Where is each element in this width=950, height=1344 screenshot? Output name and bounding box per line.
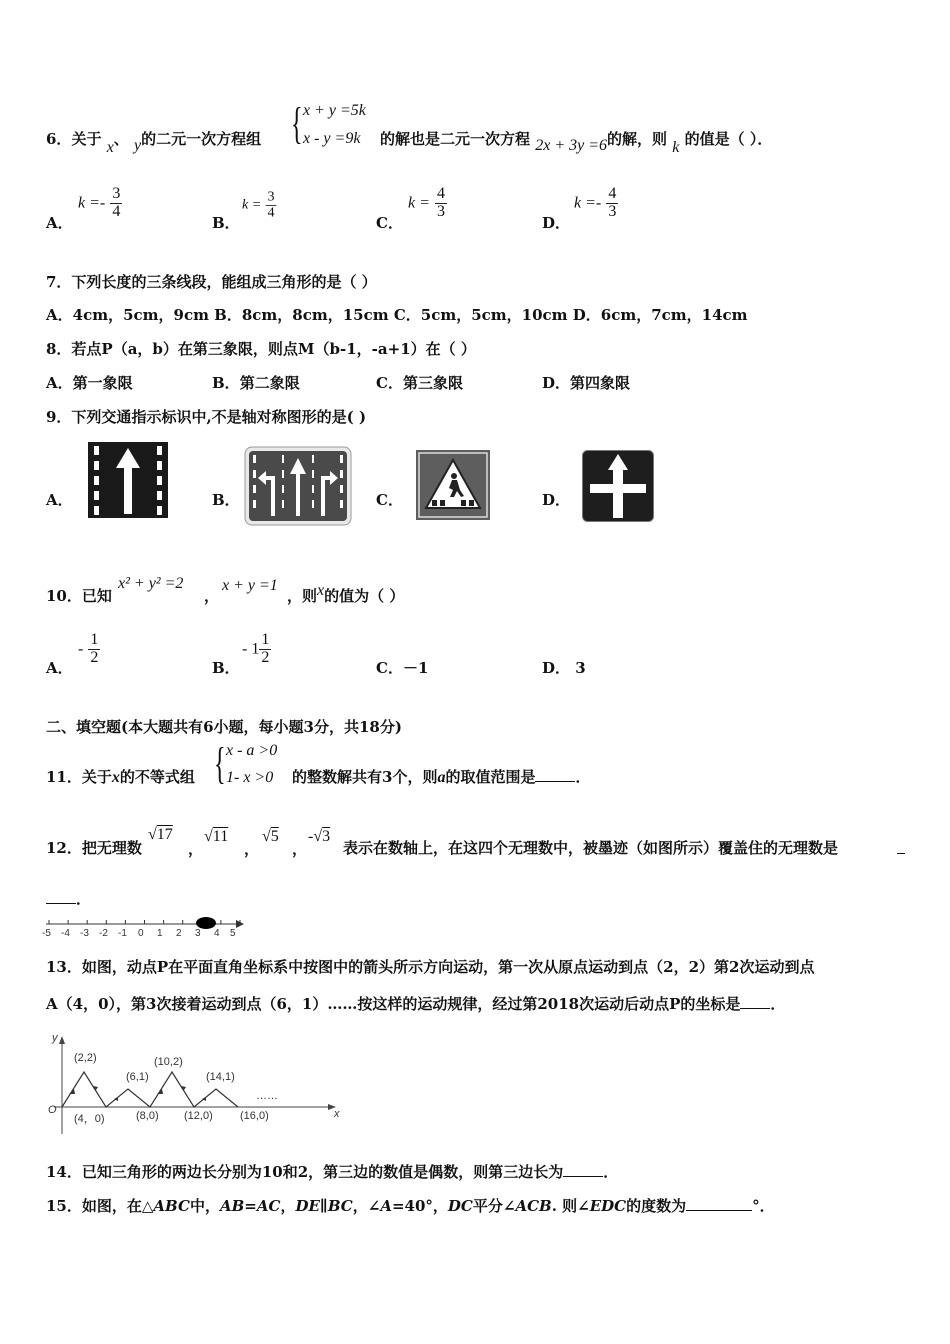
q15-text-4: ，∠ xyxy=(352,1197,381,1215)
q6-d-prefix: k =- xyxy=(574,194,602,212)
q12-root-neg3: -√3 xyxy=(308,828,331,845)
q11-var-x: x xyxy=(111,769,120,786)
num: 1 xyxy=(90,631,99,648)
origin-label: O xyxy=(48,1104,57,1116)
q15-end: °． xyxy=(752,1197,775,1215)
option-label: C． xyxy=(376,491,403,509)
q9-option-d[interactable] xyxy=(542,489,570,510)
option-label: C． xyxy=(376,214,403,232)
q6-var-k: k xyxy=(672,139,680,156)
q6-option-a-value xyxy=(78,186,122,221)
q6-option-b-value xyxy=(242,190,276,220)
q10-a-prefix: - xyxy=(78,640,84,658)
option-label: D． xyxy=(542,374,571,392)
den: 2 xyxy=(261,648,270,666)
radicand: 5 xyxy=(270,828,279,845)
q15-text-6: 平分∠ xyxy=(472,1197,516,1215)
q6-a-fraction xyxy=(110,186,122,221)
q7-stem: 7．下列长度的三条线段，能组成三角形的是（ ） xyxy=(46,273,377,291)
q10-var-x: x xyxy=(317,582,325,599)
radicand: 17 xyxy=(156,826,173,843)
q15-text-8: 的度数为 xyxy=(626,1197,687,1215)
q6-text-3: 的解也是二元一次方程 xyxy=(380,130,531,148)
q15-stem xyxy=(46,1195,775,1216)
q11-end: ． xyxy=(575,768,591,786)
q11-stem-2 xyxy=(292,766,590,787)
den: 4 xyxy=(112,202,121,220)
q6-stem-2 xyxy=(380,128,773,156)
q15-text-7: . 则∠ xyxy=(551,1197,590,1215)
q12-stem xyxy=(46,837,142,858)
q12-end: ． xyxy=(76,890,92,908)
q11-text-2: 的不等式组 xyxy=(119,768,195,786)
q10-text-3: 的值为（ ） xyxy=(324,587,405,605)
radicand: 3 xyxy=(322,828,331,845)
option-label: D． xyxy=(542,659,571,677)
q12-axis-labels xyxy=(40,928,250,942)
q15-answer-blank[interactable] xyxy=(686,1210,752,1211)
q9-option-c[interactable] xyxy=(376,489,403,510)
point-label: (4，0) xyxy=(74,1113,105,1125)
q11-stem xyxy=(46,766,195,787)
q6-c-prefix: k = xyxy=(408,194,430,212)
q15-de-bc: DE∥BC xyxy=(295,1197,353,1215)
q15-text-1: 15．如图，在△ xyxy=(46,1197,154,1215)
q6-a-prefix: k =- xyxy=(78,194,106,212)
q12-root-17: √17 xyxy=(148,826,173,843)
den: 4 xyxy=(267,204,275,220)
option-label: B． xyxy=(212,659,240,677)
q15-abc: ABC xyxy=(153,1197,190,1215)
q10-stem xyxy=(46,585,112,606)
q6-b-prefix: k = xyxy=(242,197,262,213)
x-label: x xyxy=(334,1108,340,1120)
q6-text-5: 的值是（ ）． xyxy=(684,130,773,148)
point-label: (2,2) xyxy=(74,1052,97,1064)
radicand: 11 xyxy=(212,828,229,845)
q11-var-a: a xyxy=(437,769,446,786)
q6-sep: 、 xyxy=(113,130,129,148)
q6-eq3: 2x + 3y =6 xyxy=(535,137,608,154)
q11-ineq1: x - a >0 xyxy=(226,742,278,759)
q11-text-4: 的取值范围是 xyxy=(445,768,536,786)
q15-a: A xyxy=(380,1197,392,1215)
q10-comma: ， xyxy=(204,587,220,605)
den: 3 xyxy=(608,202,617,220)
q10-b-fraction xyxy=(259,632,271,667)
num: 3 xyxy=(112,185,121,202)
q10-text-2: ，则 xyxy=(287,587,318,605)
q9-option-a[interactable] xyxy=(46,489,73,510)
y-label: y xyxy=(52,1032,58,1044)
point-label: (10,2) xyxy=(154,1056,183,1068)
tick-label: -1 xyxy=(118,928,127,939)
q15-text-5: =40°， xyxy=(391,1197,448,1215)
crossroad-icon xyxy=(582,450,654,522)
point-label: (16,0) xyxy=(240,1110,269,1122)
q6-d-fraction xyxy=(606,186,618,221)
q6-c-fraction xyxy=(435,186,447,221)
q12-root-11: √11 xyxy=(204,828,229,845)
q14-answer-blank[interactable] xyxy=(563,1176,603,1177)
q13-line-1: 13．如图，动点P在平面直角坐标系中按图中的箭头所示方向运动，第一次从原点运动到点（2，2）第2次运动到点 xyxy=(46,958,815,976)
q6-text-1: 关于 xyxy=(71,130,102,148)
point-label: (14,1) xyxy=(206,1071,235,1083)
den: 2 xyxy=(90,648,99,666)
q15-text-3: ， xyxy=(280,1197,296,1215)
q10-option-d[interactable] xyxy=(542,657,586,678)
q8-option-b[interactable] xyxy=(212,372,300,393)
point-label: (12,0) xyxy=(184,1110,213,1122)
option-label: B． xyxy=(212,214,240,232)
q14-text: 14．已知三角形的两边长分别为10和2，第三边的数值是偶数，则第三边长为 xyxy=(46,1163,564,1181)
q6-brace: { xyxy=(291,99,303,148)
q6-var-y: y xyxy=(134,137,142,154)
q6-option-c-value xyxy=(408,186,447,221)
q10-option-c[interactable] xyxy=(376,657,428,678)
option-text: 第一象限 xyxy=(72,374,133,392)
option-label: D． xyxy=(542,491,571,509)
q6-option-d[interactable] xyxy=(542,188,571,232)
q6-eq2: x - y =9k xyxy=(303,130,361,147)
num: 3 xyxy=(267,189,275,205)
num: 4 xyxy=(608,185,617,202)
q10-option-b-value xyxy=(242,632,271,667)
q10-stem-2 xyxy=(287,582,405,606)
tick-label: -3 xyxy=(80,928,89,939)
straight-arrow-lane-icon xyxy=(88,442,168,518)
q10-eq1: x² + y² =2 xyxy=(118,575,184,592)
tick-label: 1 xyxy=(157,928,163,939)
q6-number: 6． xyxy=(46,130,72,148)
q11-text-1: 11．关于 xyxy=(46,768,112,786)
option-text: 第二象限 xyxy=(239,374,300,392)
option-label: A． xyxy=(46,214,73,232)
neg-sign: - xyxy=(308,828,314,845)
q12-text-2: 表示在数轴上，在这四个无理数中，被墨迹（如图所示）覆盖住的无理数是 xyxy=(343,839,839,857)
option-label: A． xyxy=(46,491,73,509)
q15-text-2: 中， xyxy=(189,1197,220,1215)
point-label: (6,1) xyxy=(126,1071,149,1083)
q9-option-b[interactable] xyxy=(212,489,240,510)
q6-option-c[interactable] xyxy=(376,188,403,232)
q10-option-a-value xyxy=(78,632,100,667)
option-label: C． xyxy=(376,659,403,677)
option-text: 3 xyxy=(575,659,586,677)
q6-var-x: x xyxy=(106,139,114,156)
q11-ineq2: 1- x >0 xyxy=(226,769,274,786)
q8-option-c[interactable] xyxy=(376,372,463,393)
num: 4 xyxy=(437,185,445,202)
q11-text-3: 的整数解共有3个，则 xyxy=(292,768,438,786)
q13-line-2 xyxy=(46,993,785,1014)
q14-stem xyxy=(46,1161,618,1182)
q11-brace: { xyxy=(214,739,226,788)
q12-comma-3: ， xyxy=(292,840,308,858)
q10-text-1: 10．已知 xyxy=(46,587,112,605)
q6-eq1: x + y =5k xyxy=(303,102,366,119)
q12-stem-2 xyxy=(343,837,838,858)
option-label: A． xyxy=(46,374,73,392)
tick-label: 2 xyxy=(176,928,182,939)
tick-label: 3 xyxy=(195,928,201,939)
option-text: 第四象限 xyxy=(570,374,631,392)
q10-eq2: x + y =1 xyxy=(222,577,278,594)
q13-end: ． xyxy=(770,995,786,1013)
q13-answer-blank[interactable] xyxy=(740,1008,770,1009)
q6-stem xyxy=(46,128,262,156)
option-label: B． xyxy=(212,374,240,392)
q6-text-2: 的二元一次方程组 xyxy=(141,130,262,148)
q10-option-a[interactable] xyxy=(46,657,73,678)
q13-text: A（4，0），第3次接着运动到点（6，1）……按这样的运动规律，经过第2018次运动后动点P的坐标是 xyxy=(46,995,741,1013)
q15-dc: DC xyxy=(447,1197,473,1215)
option-label: B． xyxy=(212,491,240,509)
q13-figure-labels xyxy=(44,1030,344,1142)
option-label: A． xyxy=(46,659,73,677)
q12-answer-blank-2[interactable] xyxy=(46,903,76,904)
option-text: －1 xyxy=(402,659,429,677)
q8-option-d[interactable] xyxy=(542,372,630,393)
q10-b-prefix: - 1 xyxy=(242,640,260,658)
q15-edc: EDC xyxy=(589,1197,627,1215)
num: 1 xyxy=(261,631,270,648)
q6-b-fraction xyxy=(266,190,277,220)
q12-line-2 xyxy=(46,888,91,909)
den: 3 xyxy=(437,202,445,220)
q6-option-b[interactable] xyxy=(212,188,240,232)
section-2-heading: 二、填空题(本大题共有6小题，每小题3分，共18分) xyxy=(46,718,402,736)
q15-ab-ac: AB=AC xyxy=(219,1197,281,1215)
q9-stem: 9．下列交通指示标识中,不是轴对称图形的是( ) xyxy=(46,408,367,426)
q10-a-fraction xyxy=(88,632,100,667)
q6-text-4: 的解，则 xyxy=(607,130,668,148)
q8-stem: 8．若点P（a，b）在第三象限，则点M（b-1，-a+1）在（ ） xyxy=(46,340,476,358)
q12-root-5: √5 xyxy=(262,828,279,845)
tick-label: -5 xyxy=(42,928,51,939)
q15-acb: ACB xyxy=(515,1197,552,1215)
ellipsis: …… xyxy=(256,1090,278,1102)
point-label: (8,0) xyxy=(136,1110,159,1122)
q12-text-1: 12．把无理数 xyxy=(46,839,142,857)
tick-label: -4 xyxy=(61,928,70,939)
q12-answer-blank-1[interactable] xyxy=(897,853,905,854)
q8-option-a[interactable] xyxy=(46,372,133,393)
q7-options[interactable]: A．4cm，5cm，9cm B．8cm，8cm，15cm C．5cm，5cm，10cm D．6cm，7cm，14cm xyxy=(46,306,748,324)
q12-comma-1: ， xyxy=(188,840,204,858)
q11-answer-blank[interactable] xyxy=(535,781,575,782)
tick-label: 4 xyxy=(214,928,220,939)
q6-option-a[interactable] xyxy=(46,188,73,232)
tick-label: 5 xyxy=(230,928,236,939)
q12-comma-2: ， xyxy=(244,840,260,858)
q6-option-d-value xyxy=(574,186,618,221)
q14-end: ． xyxy=(603,1163,619,1181)
pedestrian-crossing-icon xyxy=(416,450,490,520)
option-text: 第三象限 xyxy=(402,374,463,392)
q10-option-b[interactable] xyxy=(212,657,240,678)
tick-label: 0 xyxy=(138,928,144,939)
option-label: C． xyxy=(376,374,403,392)
tick-label: -2 xyxy=(99,928,108,939)
option-label: D． xyxy=(542,214,571,232)
three-lane-arrows-icon xyxy=(244,446,352,526)
